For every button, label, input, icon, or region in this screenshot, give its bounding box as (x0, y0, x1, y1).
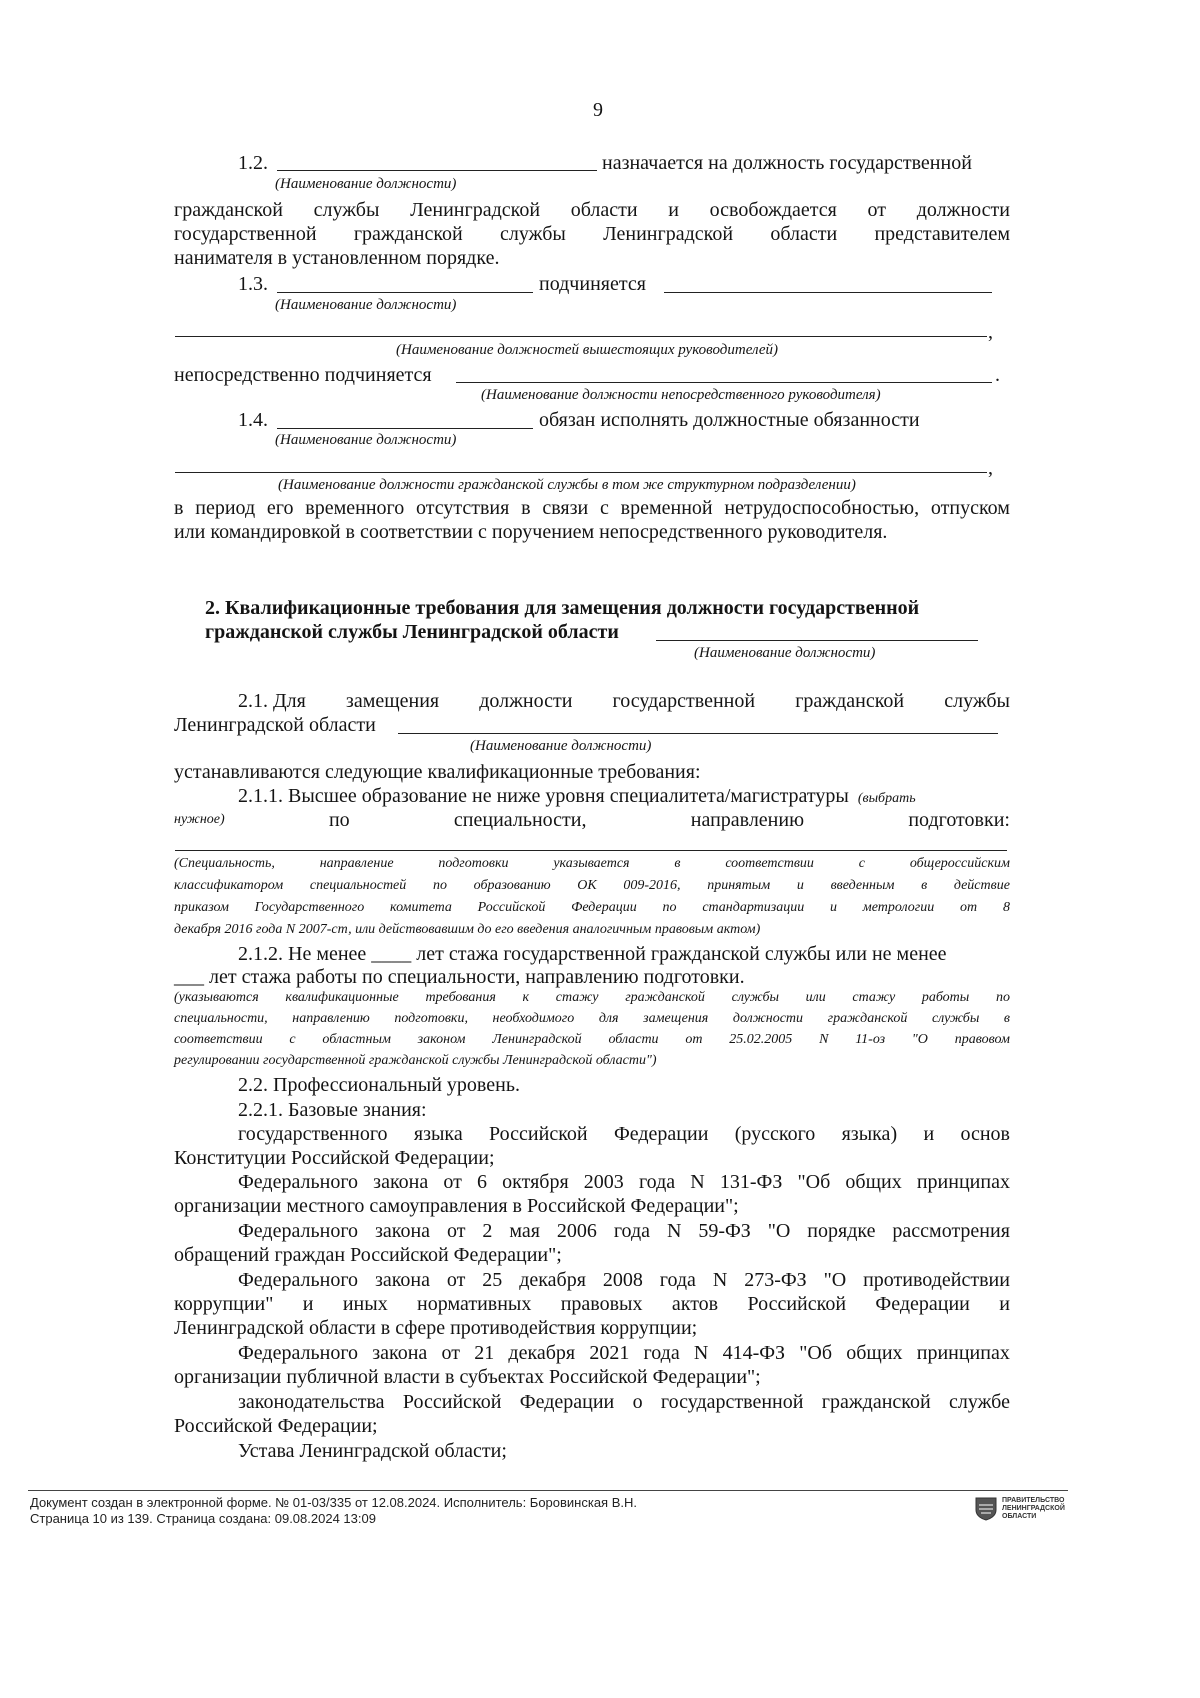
word: правовых (560, 1293, 643, 1315)
word: метрологии (862, 900, 935, 915)
word: года (613, 1220, 650, 1242)
field-caption: (Наименование должности непосредственного руководителя) (481, 387, 881, 403)
word: коррупции" (174, 1293, 274, 1315)
text-line (238, 1219, 1010, 1243)
word: 6 (477, 1171, 487, 1193)
note-line (174, 897, 1010, 919)
word: направлению (292, 1011, 370, 1026)
word: Федерации (519, 1391, 615, 1413)
word: подготовки: (908, 809, 1010, 831)
section-heading: 2. Квалификационные требования для замещения должности государственной (205, 597, 920, 619)
word: области (608, 1032, 659, 1047)
word: закона (372, 1342, 428, 1364)
word: и (668, 199, 679, 221)
text-line: Ленинградской области (174, 714, 376, 736)
word: должности (479, 690, 573, 712)
word: 11-оз (855, 1032, 886, 1047)
word: от (685, 1032, 703, 1047)
note-line: регулировании государственной гражданской службы Ленинградской области") (174, 1053, 657, 1068)
word: гражданской (353, 223, 463, 245)
emblem-icon (975, 1497, 997, 1521)
section-heading: гражданской службы Ленинградской области (205, 621, 619, 643)
word: работы (921, 990, 970, 1005)
word: 8 (1002, 900, 1010, 915)
word: закона (374, 1269, 430, 1291)
punctuation: . (995, 364, 1000, 386)
field-caption: (Наименование должности) (694, 645, 876, 661)
word: общих (846, 1342, 903, 1364)
text-span: (выбрать (857, 791, 916, 806)
text-line (238, 1341, 1010, 1365)
blank-line (175, 472, 987, 473)
punctuation: , (988, 457, 993, 479)
word: мая (509, 1220, 540, 1242)
word: от (443, 1171, 462, 1193)
word: о (632, 1391, 643, 1413)
word: 131-ФЗ (719, 1171, 783, 1193)
word: приказом (174, 900, 229, 915)
item-1-3-number: 1.3. (238, 273, 268, 295)
word: стажу (852, 990, 896, 1005)
text-line: обращений граждан Российской Федерации"; (174, 1244, 562, 1266)
word: иных (342, 1293, 388, 1315)
word: "Об (799, 1342, 833, 1364)
word: Российской (402, 1391, 502, 1413)
item-1-2-number: 1.2. (238, 152, 268, 174)
word: принципах (916, 1171, 1010, 1193)
text-line: или командировкой в соответствии с поручением непосредственного руководителя. (174, 521, 888, 543)
text-line (238, 1170, 1010, 1194)
word: (указываются (174, 990, 259, 1005)
word: нужное) (174, 812, 225, 827)
word: службы (500, 223, 566, 245)
item-1-4-number: 1.4. (238, 409, 268, 431)
text-line (174, 808, 1010, 832)
text-line: 2.2. Профессиональный уровень. (238, 1074, 520, 1096)
word: по (995, 990, 1010, 1005)
word: подготовки, (394, 1011, 468, 1026)
word: 25 (482, 1269, 503, 1291)
word: указывается (553, 856, 630, 871)
word: службы (944, 690, 1010, 712)
logo-text: ПРАВИТЕЛЬСТВО (1002, 1497, 1065, 1504)
word: замещения (345, 690, 440, 712)
word: 2006 (556, 1220, 597, 1242)
note-line: декабря 2016 года N 2007-ст, или действовавшим до его введения аналогичным правовым актом) (174, 922, 761, 937)
word: нормативных (417, 1293, 532, 1315)
word: закона (374, 1220, 431, 1242)
word: должности (916, 199, 1010, 221)
text-span: 2.1.1. Высшее образование не ниже уровня специалитета/магистратуры (238, 785, 849, 807)
word: 21 (474, 1342, 495, 1364)
word: языка (413, 1123, 463, 1145)
word: "О (911, 1032, 928, 1047)
word: Ленинградской (603, 223, 734, 245)
logo-text: ЛЕНИНГРАДСКОЙ (1002, 1505, 1065, 1512)
word: основ (960, 1123, 1010, 1145)
word: года (638, 1171, 676, 1193)
word: государственного (238, 1123, 388, 1145)
text-line: организации публичной власти в субъектах Российской Федерации"; (174, 1366, 761, 1388)
word: гражданской (174, 199, 283, 221)
note-line (174, 875, 1010, 897)
word: года (643, 1342, 680, 1364)
item-1-4-text: обязан исполнять должностные обязанности (539, 409, 920, 431)
word: соответствии (725, 856, 814, 871)
note-line (174, 853, 1010, 875)
word: 273-ФЗ (744, 1269, 807, 1291)
word: актов (671, 1293, 719, 1315)
word: к (522, 990, 530, 1005)
word: подготовки (438, 856, 509, 871)
text-line: 2.1.2. Не менее ____ лет стажа государственной гражданской службы или не менее (238, 943, 947, 965)
word: 2021 (589, 1342, 630, 1364)
word: и (796, 878, 804, 893)
word: квалификационные (285, 990, 399, 1005)
word: декабря (519, 1269, 586, 1291)
word: закона (373, 1171, 429, 1193)
word: 009-2016, (623, 878, 681, 893)
word: языка) (841, 1123, 898, 1145)
text-line (238, 1122, 1010, 1146)
word: службы (313, 199, 380, 221)
field-caption: (Наименование должности) (470, 738, 652, 754)
text-line (174, 198, 1010, 222)
word: порядке (807, 1220, 876, 1242)
word: "О (767, 1220, 791, 1242)
text-line (174, 496, 1010, 520)
word: стандартизации (702, 900, 805, 915)
blank-line (277, 170, 597, 171)
text-line: устанавливаются следующие квалификационные требования: (174, 761, 701, 783)
word: 59-ФЗ (698, 1220, 751, 1242)
word: 2008 (602, 1269, 643, 1291)
word: службе (949, 1391, 1010, 1413)
word: и (830, 900, 838, 915)
word: по (662, 900, 677, 915)
word: и (999, 1293, 1010, 1315)
text-line (174, 1292, 1010, 1316)
word: 25.02.2005 (729, 1032, 793, 1047)
word: временного (305, 497, 405, 519)
word: N (693, 1342, 709, 1364)
word: 2003 (583, 1171, 624, 1193)
word: направление (319, 856, 394, 871)
footer-line: Страница 10 из 139. Страница создана: 09.08.2024 13:09 (30, 1511, 376, 1526)
text-line: Конституции Российской Федерации; (174, 1147, 495, 1169)
field-caption: (Наименование должности) (275, 432, 457, 448)
text-line: Российской Федерации; (174, 1415, 378, 1437)
word: Ленинградской (410, 199, 541, 221)
word: службы (931, 1011, 980, 1026)
word: 2 (482, 1220, 493, 1242)
word: освобождается (709, 199, 837, 221)
blank-line (175, 850, 1007, 851)
field-caption: (Наименование должности) (275, 297, 457, 313)
word: Федерального (238, 1171, 359, 1193)
word: N (712, 1269, 728, 1291)
text-line (174, 222, 1010, 246)
word: года (659, 1269, 696, 1291)
word: от (446, 1269, 466, 1291)
blank-line (664, 292, 992, 293)
word: противодействии (863, 1269, 1010, 1291)
word: законом (417, 1032, 466, 1047)
field-caption: (Наименование должности) (275, 176, 457, 192)
word: образованию (473, 878, 551, 893)
word: от (446, 1220, 466, 1242)
word: по (432, 878, 447, 893)
text-line: Устава Ленинградской области; (238, 1440, 507, 1462)
word: принципах (916, 1342, 1010, 1364)
word: период (195, 497, 256, 519)
word: законодательства (238, 1391, 385, 1413)
note-line (174, 1029, 1010, 1051)
blank-line (656, 640, 978, 641)
word: с (858, 856, 865, 871)
word: специальностей (309, 878, 407, 893)
text-line: 2.2.1. Базовые знания: (238, 1099, 427, 1121)
word: области (770, 223, 838, 245)
word: классификатором (174, 878, 284, 893)
blank-line (175, 336, 987, 337)
field-caption: (Наименование должности гражданской службы в том же структурном подразделении) (278, 477, 856, 493)
item-1-2-text: назначается на должность государственной (602, 152, 972, 174)
blank-line (277, 292, 533, 293)
word: действие (953, 878, 1010, 893)
word: в (521, 497, 531, 519)
word: Федерации (613, 1123, 709, 1145)
word: отпуском (930, 497, 1010, 519)
word: правовом (954, 1032, 1010, 1047)
word: требования (425, 990, 496, 1005)
text-line: организации местного самоуправления в Российской Федерации"; (174, 1195, 739, 1217)
word: необходимого (492, 1011, 575, 1026)
word: с (599, 497, 609, 519)
item-1-3-text: подчиняется (539, 273, 646, 295)
word: области (570, 199, 638, 221)
word: государственной (612, 690, 756, 712)
word: Российской (489, 1123, 588, 1145)
blank-line (456, 382, 992, 383)
word: замещения (643, 1011, 709, 1026)
note-line (174, 987, 1010, 1009)
punctuation: , (988, 321, 993, 343)
text-line: Ленинградской области в сфере противодействия коррупции; (174, 1317, 698, 1339)
word: N (666, 1220, 682, 1242)
word: "Об (797, 1171, 831, 1193)
word: от (867, 199, 886, 221)
word: для (598, 1011, 619, 1026)
word: Государственного (254, 900, 365, 915)
word: по (328, 809, 350, 831)
text-line (238, 1268, 1010, 1292)
word: в (174, 497, 184, 519)
word: с (289, 1032, 296, 1047)
word: октября (502, 1171, 569, 1193)
word: гражданской (827, 1011, 908, 1026)
word: Российской (747, 1293, 847, 1315)
word: специальности, (174, 1011, 268, 1026)
text-line: ___ лет стажа работы по специальности, направлению подготовки. (174, 966, 745, 988)
note-line (174, 1008, 1010, 1030)
word: гражданской (795, 690, 905, 712)
footer-line: Документ создан в электронной форме. № 01-03/335 от 12.08.2024. Исполнитель: Боровинская В.Н. (30, 1495, 637, 1510)
word: (Специальность, (174, 856, 275, 871)
text-line (238, 1390, 1010, 1414)
text-line: непосредственно подчиняется (174, 364, 432, 386)
word: Федерального (238, 1269, 359, 1291)
word: и (923, 1123, 935, 1145)
word: службы (731, 990, 779, 1005)
text-line (238, 784, 916, 810)
word: специальности, (453, 809, 587, 831)
logo-text: ОБЛАСТИ (1002, 1513, 1037, 1520)
word: Федерации (875, 1293, 970, 1315)
word: в (674, 856, 681, 871)
word: и (302, 1293, 314, 1315)
word: "О (823, 1269, 847, 1291)
word: временной (620, 497, 713, 519)
word: государственной (174, 223, 317, 245)
word: введенным (830, 878, 895, 893)
word: (русского (734, 1123, 816, 1145)
word: общероссийским (909, 856, 1010, 871)
word: его (266, 497, 294, 519)
word: гражданской (821, 1391, 931, 1413)
word: общих (845, 1171, 902, 1193)
word: нетрудоспособностью, (724, 497, 920, 519)
word: 2.1. Для (238, 690, 306, 712)
word: отсутствия (416, 497, 510, 519)
word: должности (732, 1011, 804, 1026)
word: в (1003, 1011, 1010, 1026)
word: Российской (477, 900, 546, 915)
text-line: нанимателя в установленном порядке. (174, 247, 500, 269)
word: N (690, 1171, 705, 1193)
word: Федерального (238, 1220, 359, 1242)
word: декабря (508, 1342, 576, 1364)
word: стажу (555, 990, 599, 1005)
word: гражданской (625, 990, 705, 1005)
word: государственной (660, 1391, 804, 1413)
word: ОК (577, 878, 597, 893)
word: принятым (707, 878, 771, 893)
word: комитета (390, 900, 452, 915)
page-number: 9 (593, 99, 603, 121)
word: рассмотрения (892, 1220, 1010, 1242)
word: от (441, 1342, 460, 1364)
word: представителем (874, 223, 1010, 245)
word: Ленинградской (492, 1032, 582, 1047)
blank-line (277, 428, 533, 429)
footer-rule (28, 1490, 1068, 1491)
word: в (921, 878, 928, 893)
blank-line (398, 733, 998, 734)
field-caption: (Наименование должностей вышестоящих руководителей) (396, 342, 779, 358)
word: направлению (690, 809, 805, 831)
word: областным (322, 1032, 391, 1047)
word: Федерального (238, 1342, 359, 1364)
word: или (805, 990, 826, 1005)
word: 414-ФЗ (722, 1342, 786, 1364)
text-line (238, 689, 1010, 713)
word: Федерации (571, 900, 637, 915)
word: связи (542, 497, 589, 519)
word: N (819, 1032, 829, 1047)
word: соответствии (174, 1032, 263, 1047)
word: от (960, 900, 978, 915)
